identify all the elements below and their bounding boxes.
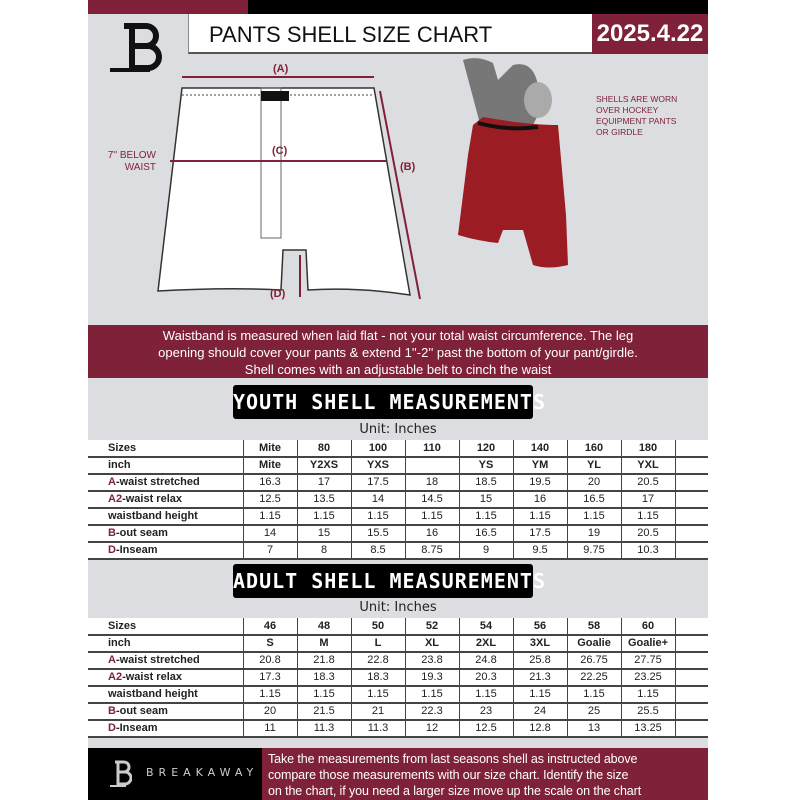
table-spacer: [675, 440, 708, 457]
table-cell: 26.75: [567, 652, 621, 669]
table-cell: 1.15: [297, 686, 351, 703]
measure-code: A2: [108, 493, 123, 505]
table-cell: 110: [405, 440, 459, 457]
table-spacer: [675, 457, 708, 474]
table-cell: 1.15: [243, 686, 297, 703]
table-cell: 1.15: [351, 508, 405, 525]
table-cell: 17: [621, 491, 675, 508]
table-cell: 100: [351, 440, 405, 457]
banner-line: Waistband is measured when laid flat - not your total waist circumference. The leg: [162, 328, 634, 343]
table-cell: 46: [243, 618, 297, 635]
table-cell: 15: [297, 525, 351, 542]
adult-size-table: [88, 618, 708, 738]
row-label: [88, 508, 243, 525]
footer-line: compare those measurements with our size chart. Identify the size: [268, 768, 629, 782]
table-cell: 1.15: [621, 508, 675, 525]
measure-code: A2: [108, 671, 123, 683]
table-cell: 21: [351, 703, 405, 720]
table-cell: YL: [567, 457, 621, 474]
measure-code: B: [108, 527, 116, 539]
table-cell: S: [243, 635, 297, 652]
table-cell: Y2XS: [297, 457, 351, 474]
date-badge: 2025.4.22: [592, 14, 708, 54]
table-cell: 16: [513, 491, 567, 508]
top-bar: [248, 0, 708, 14]
row-label: [88, 440, 243, 457]
table-cell: 1.15: [567, 508, 621, 525]
table-cell: 1.15: [351, 686, 405, 703]
table-row: [88, 720, 708, 737]
table-cell: 19: [567, 525, 621, 542]
table-spacer: [675, 720, 708, 737]
measure-name: -out seam: [115, 527, 168, 539]
measure-name: inch: [108, 637, 131, 649]
table-spacer: [675, 669, 708, 686]
table-cell: 22.3: [405, 703, 459, 720]
shell-note-line: OR GIRDLE: [596, 127, 643, 137]
table-row: [88, 474, 708, 491]
table-spacer: [675, 635, 708, 652]
table-row: [88, 652, 708, 669]
row-label: [88, 474, 243, 491]
table-spacer: [675, 703, 708, 720]
table-cell: 24: [513, 703, 567, 720]
table-cell: 17: [297, 474, 351, 491]
shell-note: [596, 94, 677, 138]
table-cell: 11.3: [297, 720, 351, 737]
table-row: [88, 508, 708, 525]
footer-instructions: [262, 748, 708, 800]
table-cell: L: [351, 635, 405, 652]
table-row: [88, 525, 708, 542]
table-cell: 3XL: [513, 635, 567, 652]
row-label: [88, 669, 243, 686]
table-cell: 9.75: [567, 542, 621, 559]
table-cell: 21.8: [297, 652, 351, 669]
table-cell: 16.5: [459, 525, 513, 542]
table-cell: 1.15: [459, 508, 513, 525]
table-spacer: [675, 474, 708, 491]
adult-unit-label: Unit: Inches: [359, 600, 437, 615]
table-cell: YM: [513, 457, 567, 474]
table-cell: 23: [459, 703, 513, 720]
page-title: PANTS SHELL SIZE CHART: [209, 22, 493, 47]
table-row: [88, 542, 708, 559]
table-cell: 1.15: [405, 686, 459, 703]
table-cell: 23.8: [405, 652, 459, 669]
measure-name: Sizes: [108, 619, 137, 632]
table-cell: 60: [621, 618, 675, 635]
table-cell: 140: [513, 440, 567, 457]
table-row: [88, 618, 708, 635]
table-cell: 27.75: [621, 652, 675, 669]
row-label: [88, 525, 243, 542]
table-cell: 8.5: [351, 542, 405, 559]
measure-name: -out seam: [115, 705, 168, 717]
table-cell: 1.15: [459, 686, 513, 703]
label-d: (D): [270, 288, 286, 300]
measure-name: -waist relax: [122, 671, 182, 683]
table-spacer: [675, 491, 708, 508]
table-cell: 11.3: [351, 720, 405, 737]
table-cell: 18.3: [297, 669, 351, 686]
table-cell: 1.15: [567, 686, 621, 703]
table-cell: 120: [459, 440, 513, 457]
table-cell: 16.3: [243, 474, 297, 491]
table-spacer: [675, 525, 708, 542]
measure-name: waistband height: [108, 688, 198, 700]
table-cell: Goalie+: [621, 635, 675, 652]
row-label: [88, 703, 243, 720]
table-cell: 16.5: [567, 491, 621, 508]
table-cell: 80: [297, 440, 351, 457]
table-cell: 1.15: [621, 686, 675, 703]
row-label: [88, 542, 243, 559]
youth-section-title: YOUTH SHELL MEASUREMENTS: [233, 385, 533, 419]
table-cell: 1.15: [513, 508, 567, 525]
table-cell: 50: [351, 618, 405, 635]
table-cell: 14: [351, 491, 405, 508]
table-cell: 16: [405, 525, 459, 542]
table-cell: 20.5: [621, 525, 675, 542]
table-spacer: [675, 652, 708, 669]
measure-name: -waist stretched: [115, 476, 200, 488]
table-row: [88, 491, 708, 508]
footer-line: on the chart, if you need a larger size move up the scale on the chart: [268, 784, 642, 798]
table-spacer: [675, 686, 708, 703]
table-row: [88, 686, 708, 703]
table-cell: 22.8: [351, 652, 405, 669]
table-cell: 20.8: [243, 652, 297, 669]
hockey-shell-photo: [438, 55, 588, 285]
table-cell: 12.5: [243, 491, 297, 508]
shell-note-line: OVER HOCKEY: [596, 105, 659, 115]
table-cell: 18.5: [459, 474, 513, 491]
row-label: [88, 618, 243, 635]
row-label: [88, 457, 243, 474]
table-row: [88, 669, 708, 686]
table-cell: 8: [297, 542, 351, 559]
table-cell: 21.3: [513, 669, 567, 686]
table-cell: XL: [405, 635, 459, 652]
table-spacer: [675, 542, 708, 559]
measure-name: -waist relax: [122, 493, 182, 505]
table-cell: 7: [243, 542, 297, 559]
measure-code: D: [108, 722, 116, 734]
footer-line: Take the measurements from last seasons shell as instructed above: [268, 752, 638, 766]
title-box: [188, 14, 592, 54]
table-row: [88, 457, 708, 474]
table-cell: 14: [243, 525, 297, 542]
table-row: [88, 440, 708, 457]
measure-name: -waist stretched: [115, 654, 200, 666]
label-a: (A): [273, 63, 289, 75]
table-spacer: [675, 508, 708, 525]
banner-line: Shell comes with an adjustable belt to cinch the waist: [244, 362, 552, 377]
table-row: [88, 703, 708, 720]
table-cell: 10.3: [621, 542, 675, 559]
table-cell: 9: [459, 542, 513, 559]
youth-unit-label: Unit: Inches: [359, 422, 437, 437]
table-cell: 20.5: [621, 474, 675, 491]
table-cell: 13.5: [297, 491, 351, 508]
table-cell: 17.3: [243, 669, 297, 686]
table-cell: 180: [621, 440, 675, 457]
measure-name: waistband height: [108, 510, 198, 522]
table-cell: 2XL: [459, 635, 513, 652]
row-label: [88, 491, 243, 508]
table-cell: 11: [243, 720, 297, 737]
row-label: [88, 652, 243, 669]
measure-name: -Inseam: [115, 544, 158, 556]
table-cell: YXL: [621, 457, 675, 474]
pants-diagram: [148, 65, 438, 310]
table-cell: 20: [567, 474, 621, 491]
row-label: [88, 720, 243, 737]
table-cell: 17.5: [513, 525, 567, 542]
adult-section-title: ADULT SHELL MEASUREMENTS: [233, 564, 533, 598]
table-cell: 18.3: [351, 669, 405, 686]
table-cell: Goalie: [567, 635, 621, 652]
table-cell: 20.3: [459, 669, 513, 686]
measure-name: -Inseam: [115, 722, 158, 734]
measurement-instructions-banner: [88, 325, 708, 378]
table-cell: 14.5: [405, 491, 459, 508]
shell-note-line: EQUIPMENT PANTS: [596, 116, 677, 126]
measure-name: inch: [108, 459, 131, 471]
label-b: (B): [400, 161, 416, 173]
below-waist-note: [102, 150, 156, 174]
table-cell: 12.5: [459, 720, 513, 737]
size-chart-page: [88, 0, 708, 800]
breakaway-small-logo-icon: [110, 760, 132, 788]
table-cell: M: [297, 635, 351, 652]
table-cell: 1.15: [405, 508, 459, 525]
row-label: [88, 635, 243, 652]
table-cell: 15.5: [351, 525, 405, 542]
below-waist-line-1: 7'' BELOW: [107, 150, 156, 161]
table-cell: [405, 457, 459, 474]
youth-size-table: [88, 440, 708, 560]
table-cell: 13.25: [621, 720, 675, 737]
table-cell: 20: [243, 703, 297, 720]
table-cell: 1.15: [297, 508, 351, 525]
table-cell: 18: [405, 474, 459, 491]
label-c: (C): [272, 145, 288, 157]
measure-name: Sizes: [108, 441, 137, 454]
table-cell: 56: [513, 618, 567, 635]
table-cell: 23.25: [621, 669, 675, 686]
table-cell: 19.3: [405, 669, 459, 686]
table-cell: 25.5: [621, 703, 675, 720]
table-cell: 17.5: [351, 474, 405, 491]
table-cell: 58: [567, 618, 621, 635]
table-cell: 160: [567, 440, 621, 457]
measure-code: D: [108, 544, 116, 556]
table-cell: 1.15: [243, 508, 297, 525]
brand-name: BREAKAWAY: [146, 766, 259, 779]
table-cell: 1.15: [513, 686, 567, 703]
table-cell: 9.5: [513, 542, 567, 559]
table-spacer: [675, 618, 708, 635]
table-cell: 25.8: [513, 652, 567, 669]
table-cell: Mite: [243, 440, 297, 457]
table-cell: Mite: [243, 457, 297, 474]
below-waist-line-2: WAIST: [124, 162, 156, 173]
table-cell: 21.5: [297, 703, 351, 720]
table-cell: 15: [459, 491, 513, 508]
table-cell: 54: [459, 618, 513, 635]
table-cell: 48: [297, 618, 351, 635]
measure-code: B: [108, 705, 116, 717]
table-cell: YXS: [351, 457, 405, 474]
table-cell: 12.8: [513, 720, 567, 737]
table-cell: YS: [459, 457, 513, 474]
table-cell: 24.8: [459, 652, 513, 669]
table-cell: 22.25: [567, 669, 621, 686]
table-cell: 8.75: [405, 542, 459, 559]
table-cell: 52: [405, 618, 459, 635]
table-cell: 19.5: [513, 474, 567, 491]
table-cell: 25: [567, 703, 621, 720]
shell-note-line: SHELLS ARE WORN: [596, 94, 678, 104]
table-row: [88, 635, 708, 652]
table-cell: 12: [405, 720, 459, 737]
row-label: [88, 686, 243, 703]
measure-code: A: [108, 654, 116, 666]
banner-line: opening should cover your pants & extend 1''-2'' past the bottom of your pant/girdle.: [158, 345, 638, 360]
measure-code: A: [108, 476, 116, 488]
top-bar-accent: [88, 0, 248, 14]
table-cell: 13: [567, 720, 621, 737]
